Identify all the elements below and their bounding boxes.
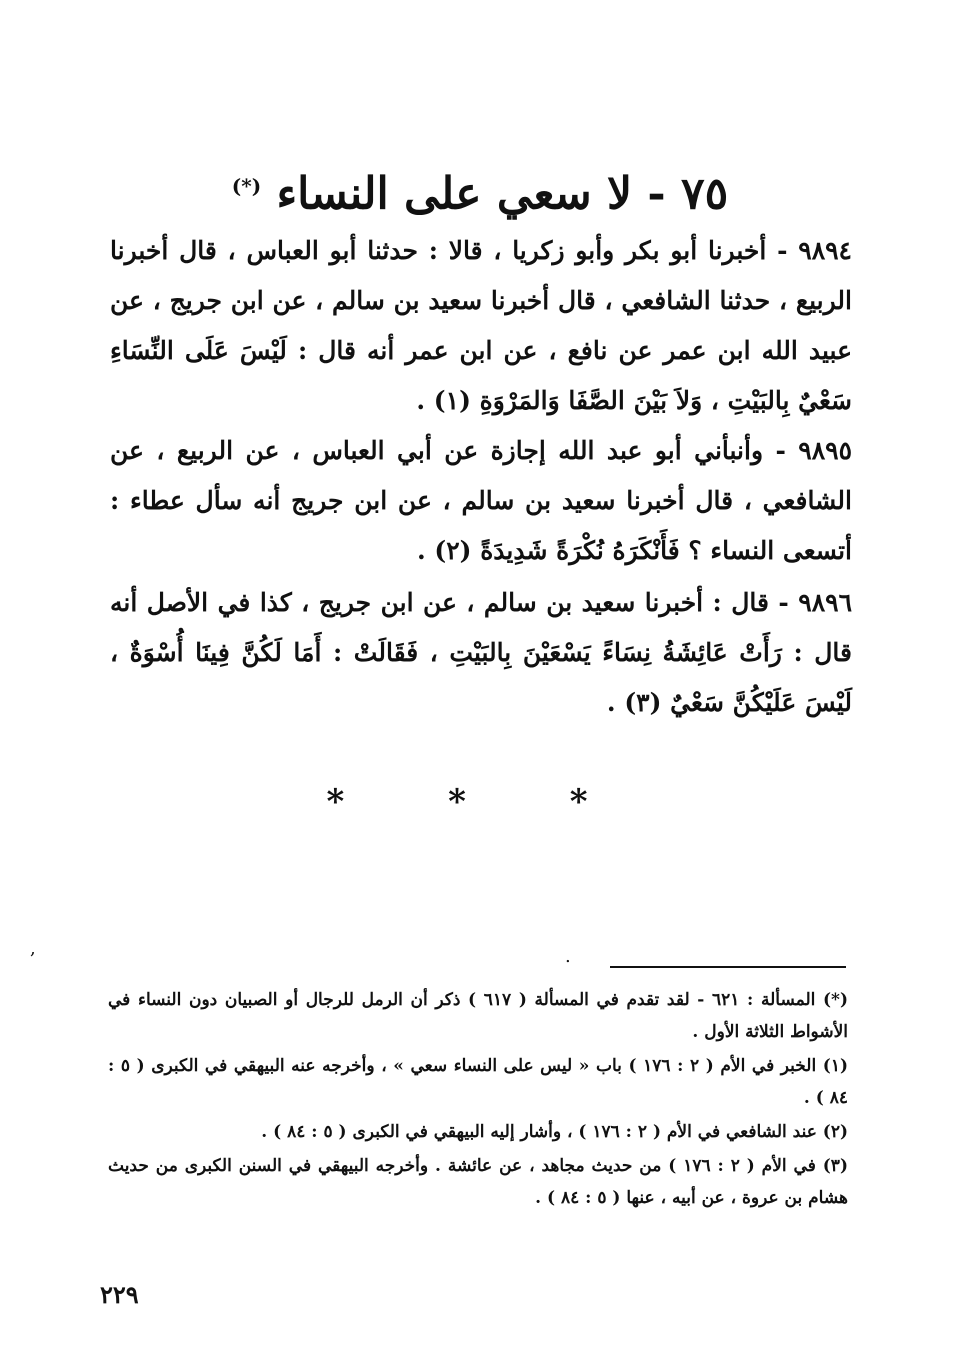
footnote: (٣) في الأم ( ٢ : ١٧٦ ) من حديث مجاهد ، عن عائشة . وأخرجه البيهقي في السنن الكبرى من حديث هشام بن عروة ، عن أبيه ، عنها ( ٥ : ٨٤ ) . [108, 1156, 848, 1208]
footnote: (٢) عند الشافعي في الأم ( ٢ : ١٧٦ ) ، وأشار إليه البيهقي في الكبرى ( ٥ : ٨٤ ) . [261, 1122, 848, 1142]
chapter-title-text: ٧٥ - لا سعي على النساء [276, 168, 729, 220]
section-separator: * * * [326, 782, 634, 822]
hadith-paragraph [110, 426, 852, 576]
footnote-divider [610, 966, 846, 968]
hadith-text: - أخبرنا أبو بكر وأبو زكريا ، قالا : حدثنا أبو العباس ، قال أخبرنا الربيع ، حدثنا الشافعي ، قال أخبرنا سعيد بن سالم ، عن ابن جريج ، عن عبيد الله ابن عمر عن نافع ، عن ابن عمر أنه قال : لَيْسَ عَلَى النِّسَاءِ سَعْيٌ بِالبَيْتِ ، وَلاَ بَيْنَ الصَّفَا وَالمَرْوَةِ (١) . [110, 236, 852, 415]
hadith-number: ٩٨٩٥ [798, 436, 852, 465]
hadith-number: ٩٨٩٦ [798, 588, 852, 617]
hadith-paragraph [110, 578, 852, 728]
chapter-title [110, 156, 850, 225]
scan-speck: . [565, 946, 571, 967]
hadith-text: - قال : أخبرنا سعيد بن سالم ، عن ابن جريج ، كذا في الأصل أنه قال : رَأَتْ عَائِشَةُ نِسَاءً يَسْعَيْنَ بِالبَيْتِ ، فَقَالَتْ : أَمَا لَكُنَّ فِينَا أُسْوَةٌ ، لَيْسَ عَلَيْكُنَّ سَعْيٌ (٣) . [110, 588, 852, 717]
page-number: ٢٢٩ [100, 1280, 139, 1309]
chapter-title-marker: (*) [231, 174, 262, 198]
scan-speck: , [30, 938, 36, 959]
footnote: (١) الخبر في الأم ( ٢ : ١٧٦ ) باب « ليس على النساء سعي » ، وأخرجه عنه البيهقي في الكبرى ( ٥ : ٨٤ ) . [108, 1056, 848, 1108]
footnotes [108, 984, 848, 1216]
footnote: (*) المسألة : ٦٢١ - لقد تقدم في المسألة ( ٦١٧ ) ذكر أن الرمل للرجال أو الصبيان دون النساء في الأشواط الثلاثة الأول . [108, 990, 848, 1042]
hadith-number: ٩٨٩٤ [798, 236, 852, 265]
hadith-paragraph [110, 226, 852, 426]
hadith-text: - وأنبأني أبو عبد الله إجازة عن أبي العباس ، عن الربيع ، عن الشافعي ، قال أخبرنا سعيد بن سالم ، عن ابن جريج أنه سأل عطاء : أتسعى النساء ؟ فَأَنْكَرَهُ نُكْرَةً شَدِيدَةً (٢) . [110, 436, 852, 565]
